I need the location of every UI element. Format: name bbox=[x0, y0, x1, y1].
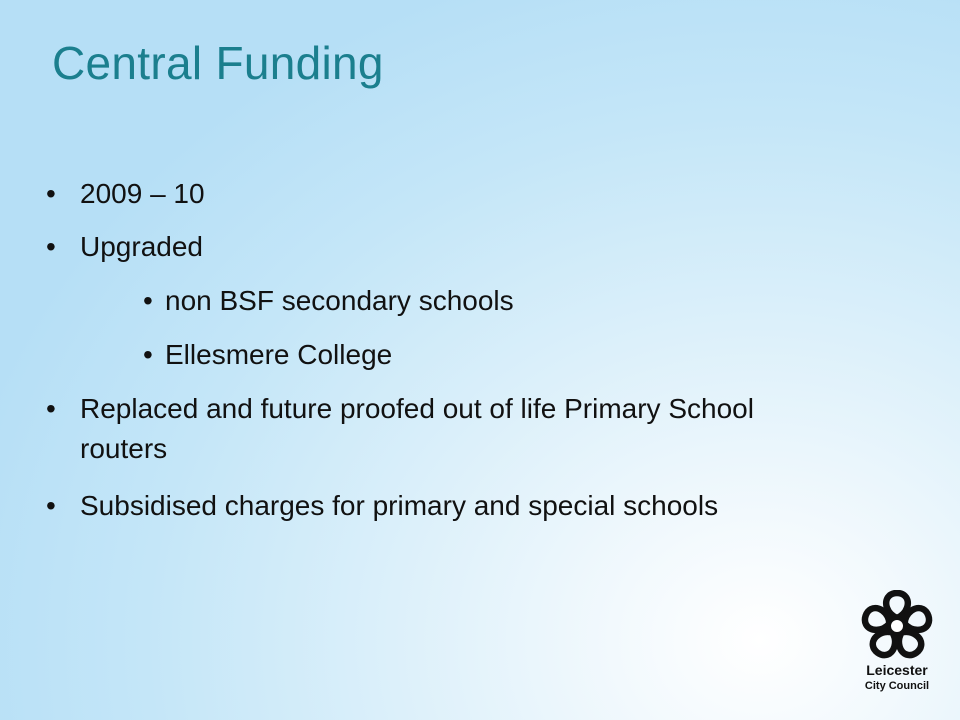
bullet-text: Subsidised charges for primary and special schools bbox=[80, 490, 719, 521]
bullet-item-upgraded bbox=[46, 227, 846, 267]
bullet-dot-icon: • bbox=[143, 339, 153, 370]
bullet-dot-icon: • bbox=[143, 285, 153, 316]
bullet-text: Upgraded bbox=[80, 231, 203, 262]
bullet-item-charges bbox=[46, 486, 766, 526]
slide-title: Central Funding bbox=[52, 37, 384, 89]
bullet-item-routers bbox=[46, 389, 826, 469]
bullet-dot-icon: • bbox=[46, 231, 56, 262]
bullet-dot-icon: • bbox=[46, 178, 56, 209]
sub-bullet-item-college bbox=[143, 335, 843, 375]
bullet-text: Ellesmere College bbox=[165, 339, 393, 370]
bullet-text: non BSF secondary schools bbox=[165, 285, 514, 316]
logo-name-line: Leicester bbox=[866, 662, 928, 678]
bullet-text: 2009 – 10 bbox=[80, 178, 205, 209]
bullet-dot-icon: • bbox=[46, 393, 56, 424]
logo-subtitle-line: City Council bbox=[864, 680, 930, 692]
bullet-item-year bbox=[46, 174, 846, 214]
bullet-dot-icon: • bbox=[46, 490, 56, 521]
tudor-rose-icon bbox=[859, 590, 935, 660]
sub-bullet-item-secondary bbox=[143, 281, 843, 321]
bullet-text: Replaced and future proofed out of life Primary School routers bbox=[80, 393, 754, 464]
council-logo bbox=[852, 590, 942, 700]
